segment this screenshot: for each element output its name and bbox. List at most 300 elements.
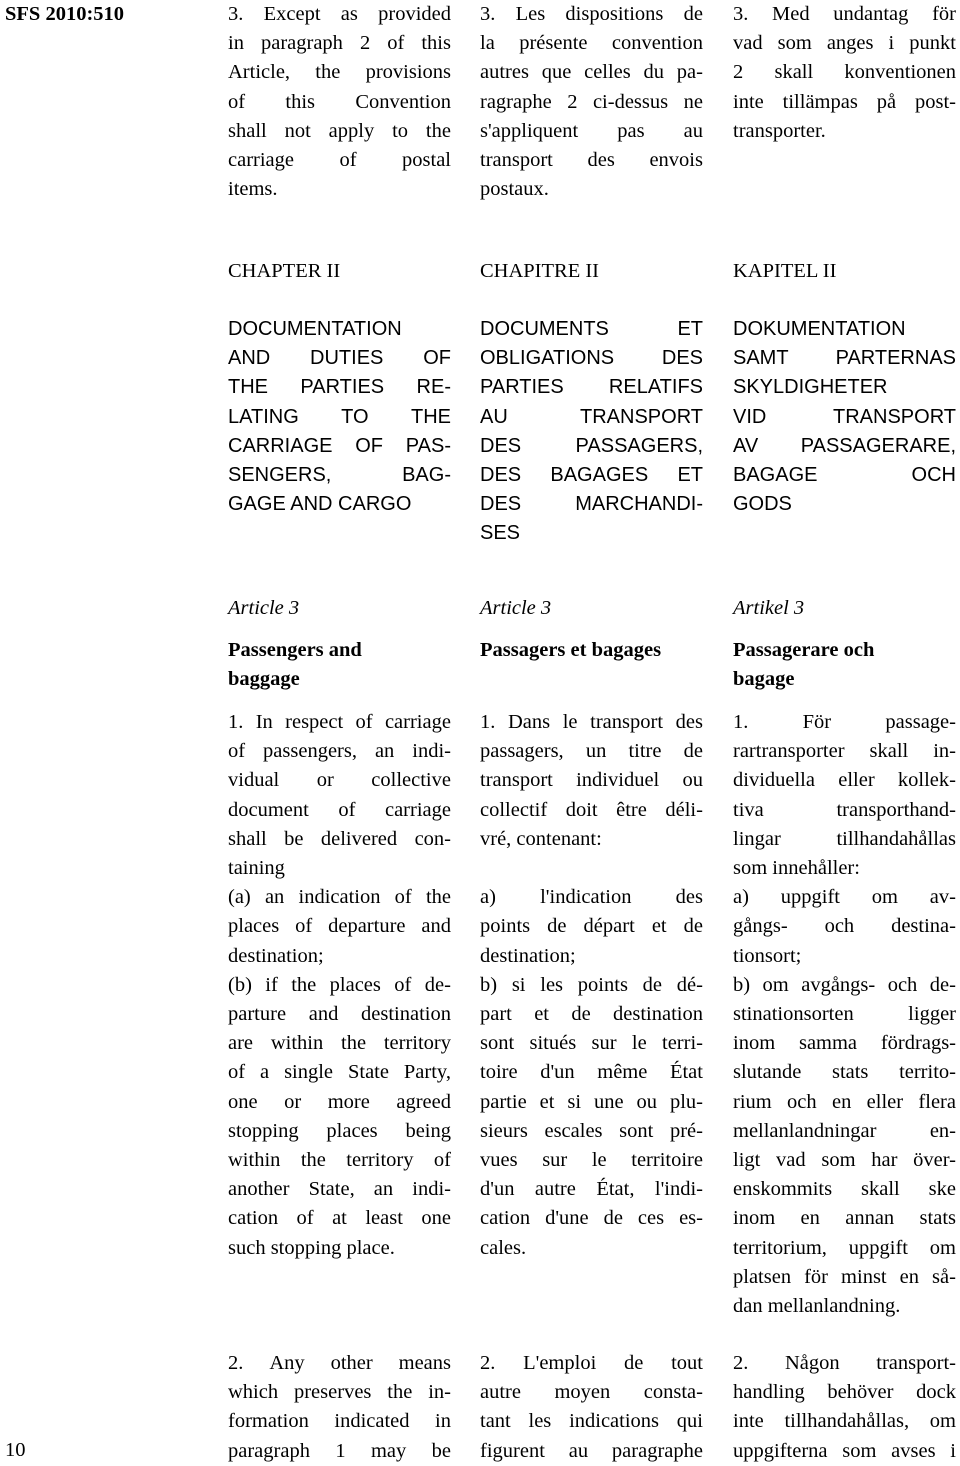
text-line — [733, 1029, 956, 1058]
word: SAMT — [733, 347, 789, 370]
text-line — [228, 825, 451, 854]
word: the — [341, 1032, 367, 1055]
word: la — [480, 32, 495, 55]
word: stats — [831, 1061, 869, 1084]
word: de- — [929, 973, 956, 996]
text-line — [480, 29, 703, 58]
text-line — [228, 58, 451, 87]
word: de — [547, 915, 567, 938]
word: för — [932, 3, 956, 25]
text-line — [228, 883, 451, 912]
word: indication — [298, 886, 381, 909]
text-line: som innehåller: — [733, 857, 860, 879]
text-line — [733, 1407, 956, 1436]
word: the — [425, 886, 451, 909]
word: i — [950, 1439, 956, 1462]
word: sur — [542, 1149, 568, 1171]
text-line — [733, 737, 956, 766]
text-line — [480, 1058, 703, 1087]
word: pa- — [676, 61, 703, 84]
word: présente — [519, 32, 588, 55]
word: gångs- — [733, 915, 788, 938]
text-line — [733, 403, 956, 432]
word: rium — [733, 1090, 772, 1113]
word: RELATIFS — [608, 376, 703, 399]
word: carriage — [384, 798, 451, 821]
word: om — [929, 1236, 956, 1259]
word: respect — [285, 711, 344, 733]
text-line — [480, 88, 703, 117]
word: inte — [733, 1410, 764, 1433]
word: passage- — [885, 711, 956, 733]
word: means — [398, 1352, 451, 1374]
word: be — [284, 827, 304, 850]
text-line: bagage — [733, 668, 795, 691]
word: d'une — [545, 1207, 589, 1230]
word: convention — [611, 32, 703, 55]
word: 1. — [733, 711, 749, 733]
word: territo- — [899, 1061, 956, 1084]
text-line — [733, 29, 956, 58]
text-line — [228, 1349, 451, 1378]
text-line: SES — [480, 522, 521, 545]
word: être — [616, 798, 647, 821]
word: CARRIAGE — [228, 434, 333, 457]
word: om — [871, 886, 898, 909]
word: 3. — [480, 3, 496, 25]
word: territory — [346, 1149, 414, 1171]
word: de — [683, 3, 703, 25]
word: skall — [774, 61, 814, 84]
text-line — [733, 796, 956, 825]
text-line — [228, 766, 451, 795]
word: 2 — [359, 32, 371, 55]
text-line — [228, 88, 451, 117]
word: situés — [529, 1032, 577, 1055]
word: of — [394, 973, 412, 996]
word: of — [339, 149, 357, 171]
text-line — [733, 825, 956, 854]
word: formation — [228, 1410, 309, 1433]
word: one — [421, 1207, 451, 1230]
word: carriage — [228, 149, 294, 171]
document-ref: SFS 2010:510 — [5, 3, 125, 25]
text-line — [733, 971, 956, 1000]
word: L'emploi — [523, 1352, 597, 1374]
word: and — [421, 915, 451, 938]
word: transport — [480, 769, 553, 792]
word: autre — [534, 1178, 576, 1201]
text-line — [228, 432, 451, 461]
word: stopping — [228, 1119, 299, 1142]
word: ligt — [733, 1149, 761, 1171]
word: paragraph — [260, 32, 343, 55]
text-line — [480, 1029, 703, 1058]
word: figurent — [480, 1439, 545, 1462]
word: en- — [929, 1119, 956, 1142]
word: på — [876, 90, 897, 113]
word: the — [291, 973, 317, 996]
text-line — [228, 29, 451, 58]
word: du — [643, 61, 665, 84]
text-line — [480, 708, 703, 737]
word: ligger — [908, 1003, 956, 1025]
text-line — [733, 88, 956, 117]
word: avses — [891, 1439, 936, 1462]
word: flera — [918, 1090, 956, 1113]
word: 3. — [228, 3, 244, 25]
word: DUTIES — [310, 347, 384, 370]
word: så- — [932, 1265, 956, 1288]
word: departure — [328, 915, 406, 938]
word: des — [587, 149, 615, 171]
word: destination — [361, 1003, 451, 1025]
word: destination — [613, 1003, 703, 1025]
word: DES — [661, 347, 703, 370]
word: en — [800, 1207, 820, 1230]
word: transport — [480, 149, 553, 171]
text-line — [480, 344, 703, 373]
word: apply — [328, 119, 375, 142]
word: rartransporter — [733, 740, 845, 763]
word: escales — [544, 1119, 603, 1142]
word: at — [332, 1207, 347, 1230]
word: PARTERNAS — [835, 347, 956, 370]
word: om — [929, 1410, 956, 1433]
word: an — [264, 886, 285, 909]
text-line: GAGE AND CARGO — [228, 493, 412, 516]
word: places — [228, 915, 280, 938]
word: en — [899, 1265, 920, 1288]
word: 2. — [480, 1352, 496, 1374]
word: territoire — [631, 1149, 703, 1171]
word: ske — [928, 1178, 956, 1201]
word: partie — [480, 1090, 527, 1113]
word: shall — [228, 827, 267, 850]
word: PASSAGERARE, — [800, 434, 956, 457]
text-line — [480, 912, 703, 941]
word: déli- — [665, 798, 703, 821]
text-line — [480, 1088, 703, 1117]
word: undantag — [833, 3, 909, 25]
word: OCH — [911, 464, 956, 486]
word: uppgifterna — [733, 1439, 828, 1462]
word: dé- — [676, 973, 703, 996]
word: départ — [583, 915, 635, 938]
word: handling — [733, 1381, 805, 1404]
text-line — [228, 146, 451, 175]
word: une — [593, 1090, 624, 1113]
word: paragraphe — [611, 1439, 703, 1462]
word: agreed — [396, 1090, 451, 1113]
word: an — [374, 740, 395, 763]
word: MARCHANDI- — [575, 493, 703, 516]
text-line: such stopping place. — [228, 1236, 395, 1259]
word: ragraphe — [480, 90, 552, 113]
word: tant — [480, 1410, 511, 1433]
word: tillhandahållas — [836, 827, 956, 850]
word: of — [355, 711, 373, 733]
word: stinationsorten — [733, 1003, 854, 1025]
text-line — [480, 737, 703, 766]
word: (a) — [228, 886, 251, 909]
word: or — [284, 1090, 302, 1113]
text-line — [733, 1088, 956, 1117]
word: carriage — [384, 711, 451, 733]
word: DOCUMENTS — [480, 318, 609, 340]
text-line — [228, 1378, 451, 1407]
text-line — [480, 766, 703, 795]
word: un — [585, 740, 607, 763]
word: preserves — [293, 1381, 372, 1404]
word: an — [373, 1178, 394, 1201]
word: d'un — [540, 1061, 575, 1084]
word: a — [260, 1061, 270, 1084]
word: s'appliquent — [480, 119, 579, 142]
word: som — [842, 1439, 877, 1462]
word: lingar — [733, 827, 781, 850]
word: ou — [682, 769, 703, 792]
text-line — [733, 0, 956, 29]
word: de — [571, 1003, 591, 1025]
word: postal — [402, 149, 451, 171]
text-line — [480, 883, 703, 912]
word: tout — [671, 1352, 703, 1374]
word: which — [228, 1381, 279, 1404]
word: même — [597, 1061, 648, 1084]
text-line: tionsort; — [733, 944, 802, 967]
word: tillämpas — [782, 90, 858, 113]
word: kollek- — [897, 769, 956, 792]
text-line — [480, 432, 703, 461]
text-line — [733, 1263, 956, 1292]
text-line: transporter. — [733, 119, 826, 142]
word: DES — [480, 493, 522, 516]
word: skall — [861, 1178, 900, 1201]
word: minst — [841, 1265, 887, 1288]
word: (b) — [228, 973, 252, 996]
text-line: baggage — [228, 668, 300, 691]
word: fördrags- — [880, 1032, 956, 1055]
text-line: Passagers et bagages — [480, 639, 662, 661]
word: TRANSPORT — [833, 405, 956, 428]
text-line — [480, 146, 703, 175]
text-line — [480, 373, 703, 402]
word: other — [330, 1352, 373, 1374]
word: within — [228, 1149, 281, 1171]
text-line — [733, 1234, 956, 1263]
word: vidual — [228, 769, 280, 792]
word: THE — [411, 405, 451, 428]
word: le — [591, 1149, 607, 1171]
text-line — [228, 1146, 451, 1175]
word: pré- — [669, 1119, 703, 1142]
word: av- — [929, 886, 956, 909]
text-line — [480, 971, 703, 1000]
word: THE — [228, 376, 268, 399]
text-line: SKYLDIGHETER — [733, 376, 888, 399]
text-line — [480, 1378, 703, 1407]
word: skall — [869, 740, 909, 763]
word: in — [228, 32, 244, 55]
word: PAS- — [405, 434, 451, 457]
text-line — [228, 461, 451, 490]
word: the — [387, 1381, 413, 1404]
word: punkt — [909, 32, 956, 55]
word: vad — [733, 32, 763, 55]
word: DES — [480, 464, 522, 486]
word: Dans — [507, 711, 551, 733]
word: delivered — [320, 827, 398, 850]
word: des — [675, 886, 703, 909]
text-line: dan mellanlandning. — [733, 1295, 901, 1317]
word: document — [228, 798, 309, 821]
word: one — [228, 1090, 258, 1113]
chapter-heading-fr: CHAPITRE II — [480, 260, 600, 282]
text-line — [228, 1000, 451, 1029]
word: of — [338, 798, 356, 821]
text-line — [733, 461, 956, 490]
word: PASSAGERS, — [575, 434, 703, 457]
word: ou — [636, 1090, 658, 1113]
word: de — [624, 1352, 644, 1374]
text-line — [480, 1146, 703, 1175]
word: autre — [480, 1381, 521, 1404]
text-line — [228, 0, 451, 29]
word: provided — [378, 3, 451, 25]
word: tillhandahållas, — [784, 1410, 910, 1433]
word: et — [534, 1003, 549, 1025]
text-line — [228, 737, 451, 766]
text-line — [228, 912, 451, 941]
text-line — [733, 344, 956, 373]
word: ET — [677, 318, 703, 340]
text-line — [228, 1058, 451, 1087]
text-line: vré, contenant: — [480, 827, 602, 850]
word: que — [541, 61, 572, 84]
word: celles — [584, 61, 631, 84]
word: dividuella — [733, 769, 815, 792]
text-line — [480, 1204, 703, 1233]
word: paragraph — [228, 1439, 310, 1462]
word: AND — [228, 347, 271, 370]
word: inte — [733, 90, 764, 113]
word: TO — [341, 405, 369, 428]
word: another — [228, 1178, 290, 1201]
text-line: postaux. — [480, 178, 549, 201]
word: sur — [591, 1032, 617, 1055]
text-line: DOKUMENTATION — [733, 318, 906, 340]
word: för — [804, 1265, 829, 1288]
word: transporthand- — [836, 798, 956, 821]
word: au — [568, 1439, 589, 1462]
word: annan — [845, 1207, 895, 1230]
word: single — [284, 1061, 334, 1084]
text-line: cales. — [480, 1236, 527, 1259]
text-line: taining — [228, 857, 285, 879]
word: Convention — [355, 90, 451, 113]
word: and — [308, 1003, 339, 1025]
word: of — [394, 886, 412, 909]
word: part — [480, 1003, 512, 1025]
word: och — [887, 973, 918, 996]
word: AV — [733, 434, 759, 457]
word: this — [421, 32, 451, 55]
word: con- — [414, 827, 451, 850]
page-number: 10 — [5, 1439, 26, 1461]
word: l'indi- — [654, 1178, 703, 1201]
word: in- — [428, 1381, 451, 1404]
text-line — [228, 708, 451, 737]
word: dispositions — [565, 3, 664, 25]
text-line — [480, 0, 703, 29]
word: parture — [228, 1003, 287, 1025]
word: collective — [371, 769, 451, 792]
word: being — [405, 1119, 451, 1142]
word: 2 — [733, 61, 744, 84]
word: de — [683, 915, 703, 938]
text-line: destination; — [228, 944, 324, 967]
word: 1 — [335, 1439, 346, 1462]
word: mellanlandningar — [733, 1119, 877, 1142]
text-line — [733, 1378, 956, 1407]
word: de- — [424, 973, 451, 996]
word: in — [435, 1410, 451, 1433]
text-line — [733, 1175, 956, 1204]
text-line — [480, 58, 703, 87]
word: es- — [679, 1207, 703, 1230]
word: som — [821, 1149, 856, 1171]
word: autres — [480, 61, 529, 84]
word: toire — [480, 1061, 518, 1084]
word: provisions — [365, 61, 451, 84]
text-line — [480, 1349, 703, 1378]
word: le — [631, 1032, 647, 1055]
text-line — [733, 58, 956, 87]
word: of — [295, 915, 313, 938]
text-line: destination; — [480, 944, 576, 967]
article-number-fr: Article 3 — [480, 597, 552, 619]
word: BAGAGES — [550, 464, 649, 486]
word: a) — [480, 886, 496, 909]
text-line — [480, 403, 703, 432]
word: För — [802, 711, 832, 733]
word: si — [567, 1090, 582, 1113]
word: stats — [919, 1207, 956, 1230]
word: Någon — [785, 1352, 840, 1374]
word: om — [762, 973, 789, 996]
word: if — [265, 973, 278, 996]
word: BAG- — [402, 464, 451, 486]
word: doit — [565, 798, 598, 821]
word: inom — [733, 1207, 776, 1230]
word: enskommits — [733, 1178, 833, 1201]
word: BAGAGE — [733, 464, 818, 486]
word: points — [577, 973, 628, 996]
word: les — [540, 973, 564, 996]
text-line — [228, 403, 451, 432]
word: least — [365, 1207, 403, 1230]
word: vues — [480, 1149, 518, 1171]
word: Any — [269, 1352, 305, 1374]
word: cation — [480, 1207, 531, 1230]
word: of — [296, 1207, 314, 1230]
word: the — [315, 61, 341, 84]
text-line — [228, 1175, 451, 1204]
word: LATING — [228, 405, 299, 428]
text-line: Passengers and — [228, 639, 362, 661]
word: des — [675, 711, 703, 733]
